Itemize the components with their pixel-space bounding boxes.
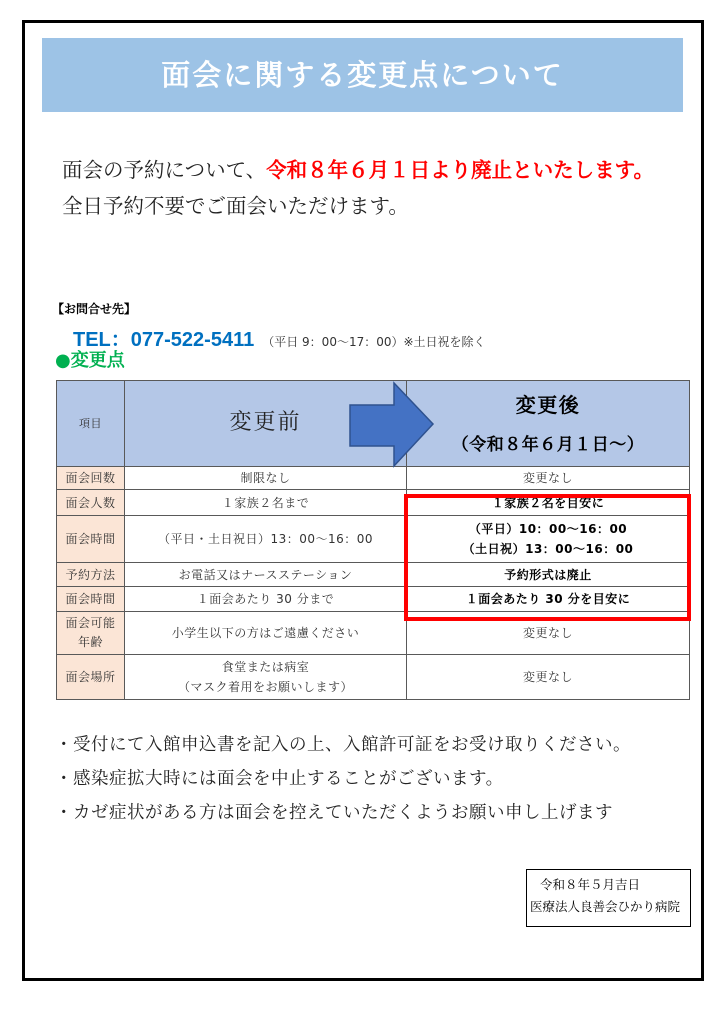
- cell-text: 面会可能: [65, 616, 116, 630]
- cell-text: お電話又はナースステーション: [178, 567, 353, 582]
- cell-text: 面会場所: [65, 670, 116, 684]
- cell-text: １家族２名まで: [221, 495, 310, 510]
- header-after-date: （令和８年６月１日～）: [451, 435, 645, 455]
- header-after-label: 変更後: [515, 393, 581, 417]
- before-cell: [125, 490, 407, 516]
- cell-text: １家族２名を目安に: [491, 495, 605, 510]
- cell-text: 変更なし: [522, 670, 573, 684]
- contact-heading: 【お問合せ先】: [52, 302, 137, 316]
- after-cell: [407, 467, 690, 490]
- note-item: ・感染症拡大時には面会を中止することがございます。: [55, 769, 504, 789]
- table-row: [57, 655, 690, 700]
- cell-text: （平日）10：00～16：00: [468, 522, 628, 536]
- intro-paragraph: [62, 152, 654, 224]
- before-cell: [125, 587, 407, 612]
- item-cell: [57, 563, 125, 587]
- note-item: ・受付にて入館申込書を記入の上、入館許可証をお受け取りください。: [55, 735, 631, 755]
- intro-highlight: 令和８年６月１日より廃止といたします。: [266, 158, 655, 182]
- cell-text: 面会時間: [65, 532, 116, 546]
- cell-text: 面会回数: [65, 471, 116, 485]
- cell-text: 年齢: [77, 635, 103, 649]
- after-cell: [407, 655, 690, 700]
- contact-line: [73, 327, 486, 355]
- page-title: 面会に関する変更点について: [161, 57, 564, 92]
- cell-text: 変更なし: [522, 626, 573, 640]
- notes-list: [55, 728, 631, 830]
- cell-text: 予約形式は廃止: [504, 567, 592, 582]
- cell-text: １面会あたり 30 分まで: [196, 592, 335, 606]
- cell-text: 予約方法: [65, 567, 116, 582]
- cell-text: 制限なし: [240, 471, 291, 485]
- intro-line-2: 全日予約不要でご面会いただけます。: [62, 194, 409, 218]
- business-hours: （平日 9：00～17：00）※土日祝を除く: [262, 335, 486, 349]
- cell-text: 食堂または病室: [221, 660, 310, 674]
- cell-text: １面会あたり 30 分を目安に: [465, 592, 631, 606]
- header-item-cell: [57, 381, 125, 467]
- intro-line-1: [62, 152, 654, 188]
- issue-date: 令和８年５月吉日: [540, 877, 641, 892]
- cell-text: 面会時間: [65, 592, 116, 606]
- changes-heading: ●変更点: [55, 350, 125, 371]
- before-cell: [125, 612, 407, 655]
- item-cell: [57, 467, 125, 490]
- cell-text: （土日祝）13：00～16：00: [462, 542, 634, 556]
- cell-text: 小学生以下の方はご遠慮ください: [171, 626, 360, 640]
- header-after-cell: [407, 381, 690, 467]
- cell-text: （マスク着用をお願いします）: [177, 680, 353, 694]
- cell-text: （平日・土日祝日）13：00～16：00: [157, 532, 374, 546]
- before-cell: [125, 516, 407, 563]
- tel-number: TEL：077-522-5411: [73, 329, 255, 351]
- item-cell: [57, 612, 125, 655]
- cell-text: 変更なし: [522, 471, 573, 485]
- item-cell: [57, 655, 125, 700]
- before-cell: [125, 563, 407, 587]
- header-before-label: 変更前: [229, 409, 302, 435]
- item-cell: [57, 516, 125, 563]
- before-cell: [125, 655, 407, 700]
- item-cell: [57, 587, 125, 612]
- signature-box: [526, 869, 691, 927]
- hospital-name: 医療法人良善会ひかり病院: [530, 899, 681, 914]
- highlight-box: [404, 494, 691, 621]
- intro-line-1-text: 面会の予約について、: [62, 158, 267, 182]
- cell-text: 面会人数: [65, 495, 116, 510]
- right-arrow-icon: [348, 380, 438, 470]
- header-item-label: 項目: [79, 417, 102, 430]
- item-cell: [57, 490, 125, 516]
- note-item: ・カゼ症状がある方は面会を控えていただくようお願い申し上げます: [55, 803, 613, 823]
- title-banner: [42, 38, 683, 112]
